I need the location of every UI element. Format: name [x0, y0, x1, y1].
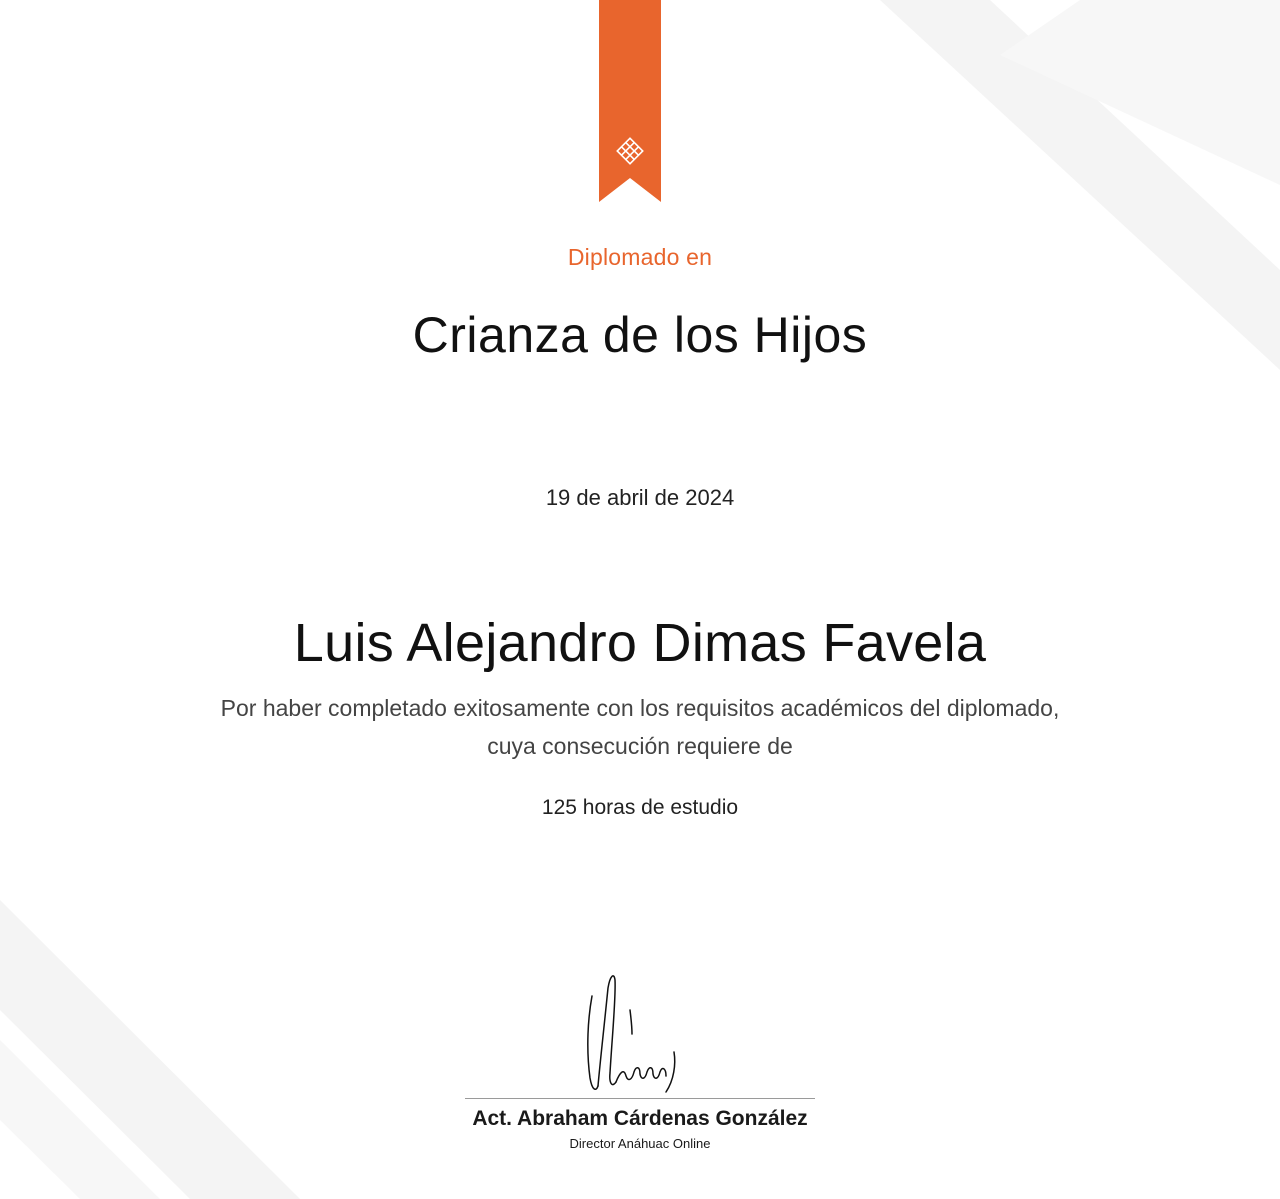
- handwritten-signature: [570, 968, 690, 1108]
- study-hours: 125 horas de estudio: [541, 796, 739, 819]
- issue-date: 19 de abril de 2024: [545, 485, 735, 510]
- bookmark-ribbon-icon: [599, 0, 661, 202]
- certificate-description: [0, 689, 1280, 765]
- signature-line: [465, 1098, 815, 1099]
- signer-name: Act. Abraham Cárdenas González: [472, 1107, 808, 1130]
- course-title: Crianza de los Hijos: [412, 307, 868, 363]
- description-line-1: Por haber completado exitosamente con los requisitos académicos del diplomado,: [220, 695, 1060, 721]
- certificate-subtitle: Diplomado en: [567, 244, 713, 270]
- signer-role: Director Anáhuac Online: [569, 1136, 711, 1151]
- description-line-2: cuya consecución requiere de: [487, 733, 793, 759]
- recipient-name: Luis Alejandro Dimas Favela: [293, 613, 987, 673]
